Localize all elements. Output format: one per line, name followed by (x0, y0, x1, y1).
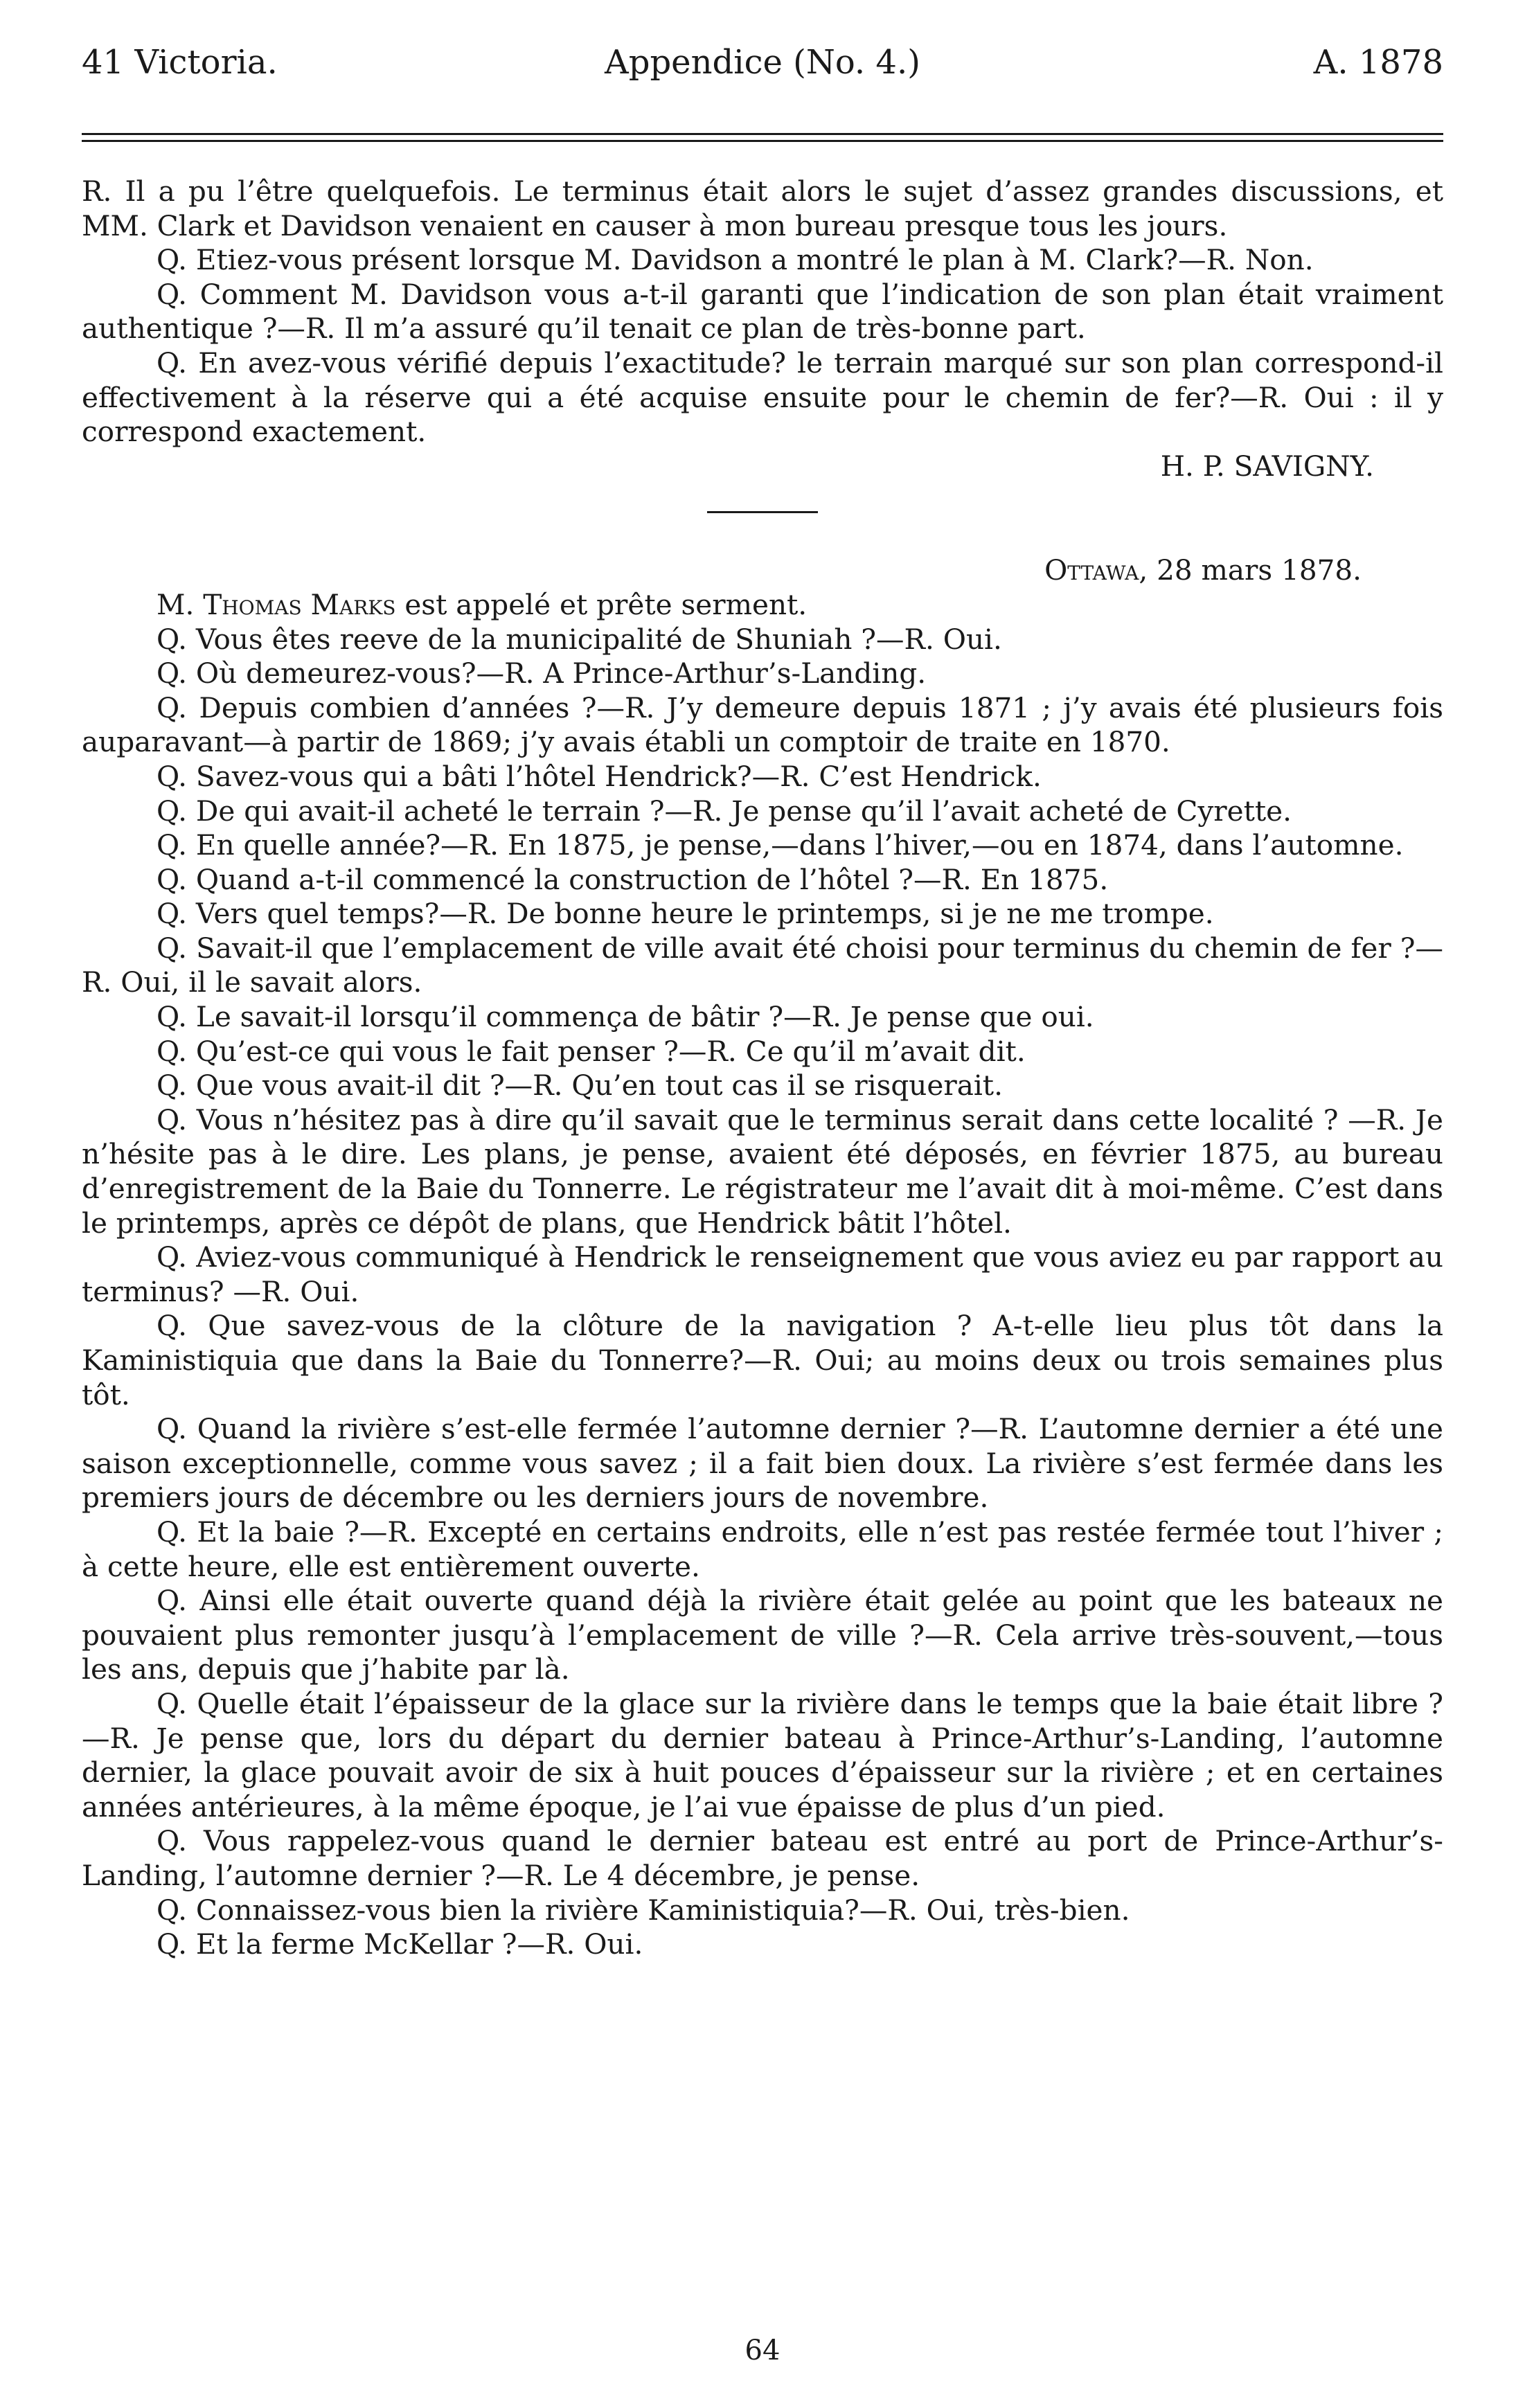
qa-paragraph: Q. Que vous avait-il dit ?—R. Qu’en tout cas il se risquerait. (157, 1069, 1003, 1103)
qa-paragraph: Q. Quand a-t-il commencé la construction de l’hôtel ?—R. En 1875. (157, 862, 1109, 896)
page-number: 64 (744, 2335, 781, 2366)
header-title: Appendice (No. 4.) (605, 43, 920, 82)
section-separator (707, 511, 818, 513)
qa-paragraph: Q. Le savait-il lorsqu’il commença de bâtir ?—R. Je pense que oui. (157, 1000, 1094, 1034)
qa-paragraph: Q. Où demeurez-vous?—R. A Prince-Arthur’s-Landing. (157, 657, 927, 690)
qa-paragraph: Q. En quelle année?—R. En 1875, je pense,—dans l’hiver,—ou en 1874, dans l’automne. (157, 828, 1404, 862)
qa-paragraph: Q. Vous êtes reeve de la municipalité de Shuniah ?—R. Oui. (157, 622, 1002, 656)
paragraph: Q. En avez-vous vérifié depuis l’exactitude? le terrain marqué sur son plan correspond-il effectivement à la réserve qui a été acquise ensuite pour le chemin de fer?—R. Oui : il y correspond exactement. (82, 346, 1443, 449)
qa-paragraph: Q. Quelle était l’épaisseur de la glace sur la rivière dans le temps que la baie était libre ?—R. Je pense que, lors du départ du dernier bateau à Prince-Arthur’s-Landing, l’automne dernier, la glace pouvait avoir de six à huit pouces d’épaisseur sur la rivière ; et en certaines années antérieures, à la même époque, je l’ai vue épaisse de plus d’un pied. (82, 1686, 1443, 1823)
dateline-place: Ottawa, (1044, 553, 1148, 587)
dateline-date: 28 mars 1878. (1157, 553, 1362, 587)
intro-honorific: M. (157, 587, 195, 621)
qa-paragraph: Q. Depuis combien d’années ?—R. J’y demeure depuis 1871 ; j’y avais été plusieurs fois auparavant—à partir de 1869; j’y avais établi un comptoir de traite en 1870. (82, 690, 1443, 759)
document-body (82, 175, 1443, 1962)
dateline (82, 553, 1443, 588)
qa-paragraph: Q. Vous rappelez-vous quand le dernier bateau est entré au port de Prince-Arthur’s-Landing, l’automne dernier ?—R. Le 4 décembre, je pense. (82, 1824, 1443, 1892)
qa-paragraph: Q. Qu’est-ce qui vous le fait penser ?—R. Ce qu’il m’avait dit. (157, 1034, 1026, 1068)
qa-paragraph: Q. Vous n’hésitez pas à dire qu’il savait que le terminus serait dans cette localité ? —R. Je n’hésite pas à le dire. Les plans, je pense, avaient été déposés, en février 1875, au bureau d’enregistrement de la Baie du Tonnerre. Le régistrateur me l’avait dit à moi-même. C’est dans le printemps, après ce dépôt de plans, que Hendrick bâtit l’hôtel. (82, 1103, 1443, 1240)
qa-paragraph: Q. Vers quel temps?—R. De bonne heure le printemps, si je ne me trompe. (157, 897, 1214, 931)
qa-paragraph: Q. Savait-il que l’emplacement de ville avait été choisi pour terminus du chemin de fer ?—R. Oui, il le savait alors. (82, 931, 1443, 999)
header-year: A. 1878 (1313, 43, 1443, 82)
page-header (82, 43, 1443, 91)
qa-paragraph: Q. Savez-vous qui a bâti l’hôtel Hendrick?—R. C’est Hendrick. (157, 759, 1042, 793)
intro-rest: est appelé et prête serment. (404, 587, 808, 621)
paragraph: Q. Etiez-vous présent lorsque M. Davidson a montré le plan à M. Clark?—R. Non. (157, 243, 1314, 277)
qa-paragraph: Q. De qui avait-il acheté le terrain ?—R. Je pense qu’il l’avait acheté de Cyrette. (157, 794, 1292, 828)
qa-paragraph: Q. Et la ferme McKellar ?—R. Oui. (157, 1927, 643, 1961)
qa-paragraph: Q. Que savez-vous de la clôture de la navigation ? A-t-elle lieu plus tôt dans la Kaministiquia que dans la Baie du Tonnerre?—R. Oui; au moins deux ou trois semaines plus tôt. (82, 1309, 1443, 1411)
header-rule-top (82, 133, 1443, 135)
witness-name: Thomas Marks (203, 587, 396, 621)
qa-paragraph: Q. Et la baie ?—R. Excepté en certains endroits, elle n’est pas restée fermée tout l’hiver ; à cette heure, elle est entièrement ouverte. (82, 1515, 1443, 1583)
header-rule-bottom (82, 140, 1443, 142)
qa-paragraph: Q. Aviez-vous communiqué à Hendrick le renseignement que vous aviez eu par rapport au terminus? —R. Oui. (82, 1240, 1443, 1308)
witness-intro (82, 588, 1443, 623)
qa-paragraph: Q. Connaissez-vous bien la rivière Kaministiquia?—R. Oui, très-bien. (157, 1893, 1130, 1927)
header-volume: 41 Victoria. (82, 43, 278, 82)
paragraph: Q. Comment M. Davidson vous a-t-il garanti que l’indication de son plan était vraiment authentique ?—R. Il m’a assuré qu’il tenait ce plan de très-bonne part. (82, 277, 1443, 346)
paragraph: R. Il a pu l’être quelquefois. Le terminus était alors le sujet d’assez grandes discussions, et MM. Clark et Davidson venaient en causer à mon bureau presque tous les jours. (82, 175, 1443, 242)
qa-paragraph: Q. Ainsi elle était ouverte quand déjà la rivière était gelée au point que les bateaux ne pouvaient plus remonter jusqu’à l’emplacement de ville ?—R. Cela arrive très-souvent,—tous les ans, depuis que j’habite par là. (82, 1584, 1443, 1686)
signature: H. P. SAVIGNY. (1160, 449, 1374, 483)
qa-paragraph: Q. Quand la rivière s’est-elle fermée l’automne dernier ?—R. L’automne dernier a été une saison exceptionnelle, comme vous savez ; il a fait bien doux. La rivière s’est fermée dans les premiers jours de décembre ou les derniers jours de novembre. (82, 1412, 1443, 1515)
